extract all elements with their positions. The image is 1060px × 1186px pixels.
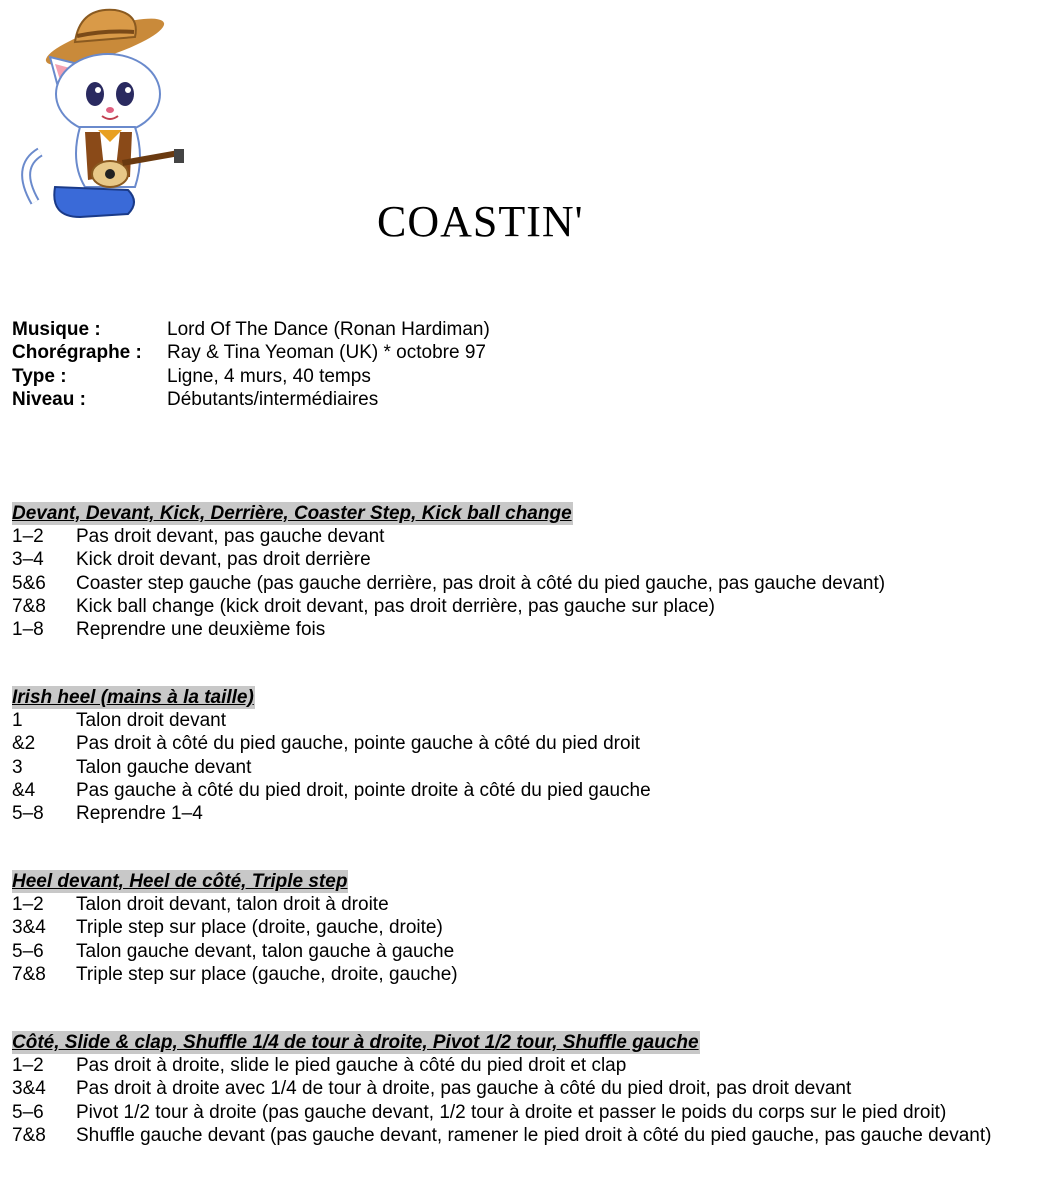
step-row bbox=[12, 1077, 991, 1100]
step-text: Reprendre 1–4 bbox=[76, 803, 203, 825]
step-count: 5&6 bbox=[12, 572, 46, 594]
cowboy-cat-illustration bbox=[10, 2, 190, 227]
info-row-musique bbox=[12, 318, 490, 341]
step-text: Kick droit devant, pas droit derrière bbox=[76, 549, 371, 571]
step-text: Triple step sur place (gauche, droite, gauche) bbox=[76, 963, 458, 985]
step-row bbox=[12, 709, 651, 732]
step-count: 1–8 bbox=[12, 619, 44, 641]
info-row-type bbox=[12, 365, 490, 388]
step-row bbox=[12, 1124, 991, 1147]
info-value: Ray & Tina Yeoman (UK) * octobre 97 bbox=[167, 342, 486, 364]
step-count: 1–2 bbox=[12, 526, 44, 548]
info-value: Débutants/intermédiaires bbox=[167, 388, 379, 410]
step-count: 3&4 bbox=[12, 1078, 46, 1100]
step-text: Kick ball change (kick droit devant, pas droit derrière, pas gauche sur place) bbox=[76, 595, 715, 617]
step-text: Talon droit devant, talon droit à droite bbox=[76, 894, 389, 916]
step-count: 3–4 bbox=[12, 549, 44, 571]
step-text: Shuffle gauche devant (pas gauche devant, ramener le pied droit à côté du pied gauche, pas gauche devant) bbox=[76, 1124, 992, 1146]
section-heading: Devant, Devant, Kick, Derrière, Coaster Step, Kick ball change bbox=[12, 503, 572, 524]
step-text: Pas droit à droite, slide le pied gauche à côté du pied droit et clap bbox=[76, 1055, 627, 1077]
info-label: Chorégraphe : bbox=[12, 342, 142, 364]
section-4 bbox=[12, 1031, 991, 1147]
info-label: Type : bbox=[12, 365, 67, 387]
step-text: Pas droit à droite avec 1/4 de tour à droite, pas gauche à côté du pied droit, pas droit devant bbox=[76, 1078, 852, 1100]
section-heading: Irish heel (mains à la taille) bbox=[12, 687, 254, 708]
step-count: &4 bbox=[12, 779, 36, 801]
step-count: 7&8 bbox=[12, 1124, 46, 1146]
step-row bbox=[12, 893, 458, 916]
step-row bbox=[12, 802, 651, 825]
step-count: 7&8 bbox=[12, 595, 46, 617]
step-text: Talon droit devant bbox=[76, 710, 226, 732]
step-count: 7&8 bbox=[12, 963, 46, 985]
info-label: Niveau : bbox=[12, 388, 86, 410]
step-row bbox=[12, 940, 458, 963]
step-row bbox=[12, 618, 885, 641]
step-row bbox=[12, 779, 651, 802]
step-row bbox=[12, 548, 885, 571]
step-count: 5–6 bbox=[12, 940, 44, 962]
step-text: Pivot 1/2 tour à droite (pas gauche devant, 1/2 tour à droite et passer le poids du corps sur le pied droit) bbox=[76, 1101, 947, 1123]
info-label: Musique : bbox=[12, 319, 101, 340]
step-row bbox=[12, 756, 651, 779]
section-heading: Heel devant, Heel de côté, Triple step bbox=[12, 871, 348, 892]
step-count: 1–2 bbox=[12, 1055, 44, 1077]
step-row bbox=[12, 732, 651, 755]
step-count: 5–6 bbox=[12, 1101, 44, 1123]
step-count: &2 bbox=[12, 733, 36, 755]
step-count: 1 bbox=[12, 710, 23, 732]
step-count: 3&4 bbox=[12, 917, 46, 939]
page-title: COASTIN' bbox=[377, 197, 584, 246]
step-text: Triple step sur place (droite, gauche, droite) bbox=[76, 917, 443, 939]
info-value: Ligne, 4 murs, 40 temps bbox=[167, 365, 371, 387]
step-row bbox=[12, 1054, 991, 1077]
step-text: Talon gauche devant, talon gauche à gauche bbox=[76, 940, 455, 962]
step-text: Pas gauche à côté du pied droit, pointe droite à côté du pied gauche bbox=[76, 779, 651, 801]
dance-info bbox=[12, 318, 490, 411]
step-row bbox=[12, 525, 885, 548]
step-text: Pas droit devant, pas gauche devant bbox=[76, 526, 385, 548]
step-count: 1–2 bbox=[12, 894, 44, 916]
section-heading: Côté, Slide & clap, Shuffle 1/4 de tour à droite, Pivot 1/2 tour, Shuffle gauche bbox=[12, 1032, 699, 1053]
info-row-niveau bbox=[12, 388, 490, 411]
step-row bbox=[12, 1101, 991, 1124]
section-3 bbox=[12, 870, 458, 986]
step-text: Reprendre une deuxième fois bbox=[76, 619, 326, 641]
step-text: Talon gauche devant bbox=[76, 756, 252, 778]
step-row bbox=[12, 595, 885, 618]
step-count: 3 bbox=[12, 756, 23, 778]
step-row bbox=[12, 963, 458, 986]
section-1 bbox=[12, 502, 885, 641]
step-row bbox=[12, 572, 885, 595]
info-value: Lord Of The Dance (Ronan Hardiman) bbox=[167, 319, 490, 340]
step-text: Pas droit à côté du pied gauche, pointe gauche à côté du pied droit bbox=[76, 733, 641, 755]
step-text: Coaster step gauche (pas gauche derrière, pas droit à côté du pied gauche, pas gauche devant) bbox=[76, 572, 886, 594]
section-2 bbox=[12, 686, 651, 825]
info-row-choregraphe bbox=[12, 341, 490, 364]
step-row bbox=[12, 916, 458, 939]
step-count: 5–8 bbox=[12, 803, 44, 825]
